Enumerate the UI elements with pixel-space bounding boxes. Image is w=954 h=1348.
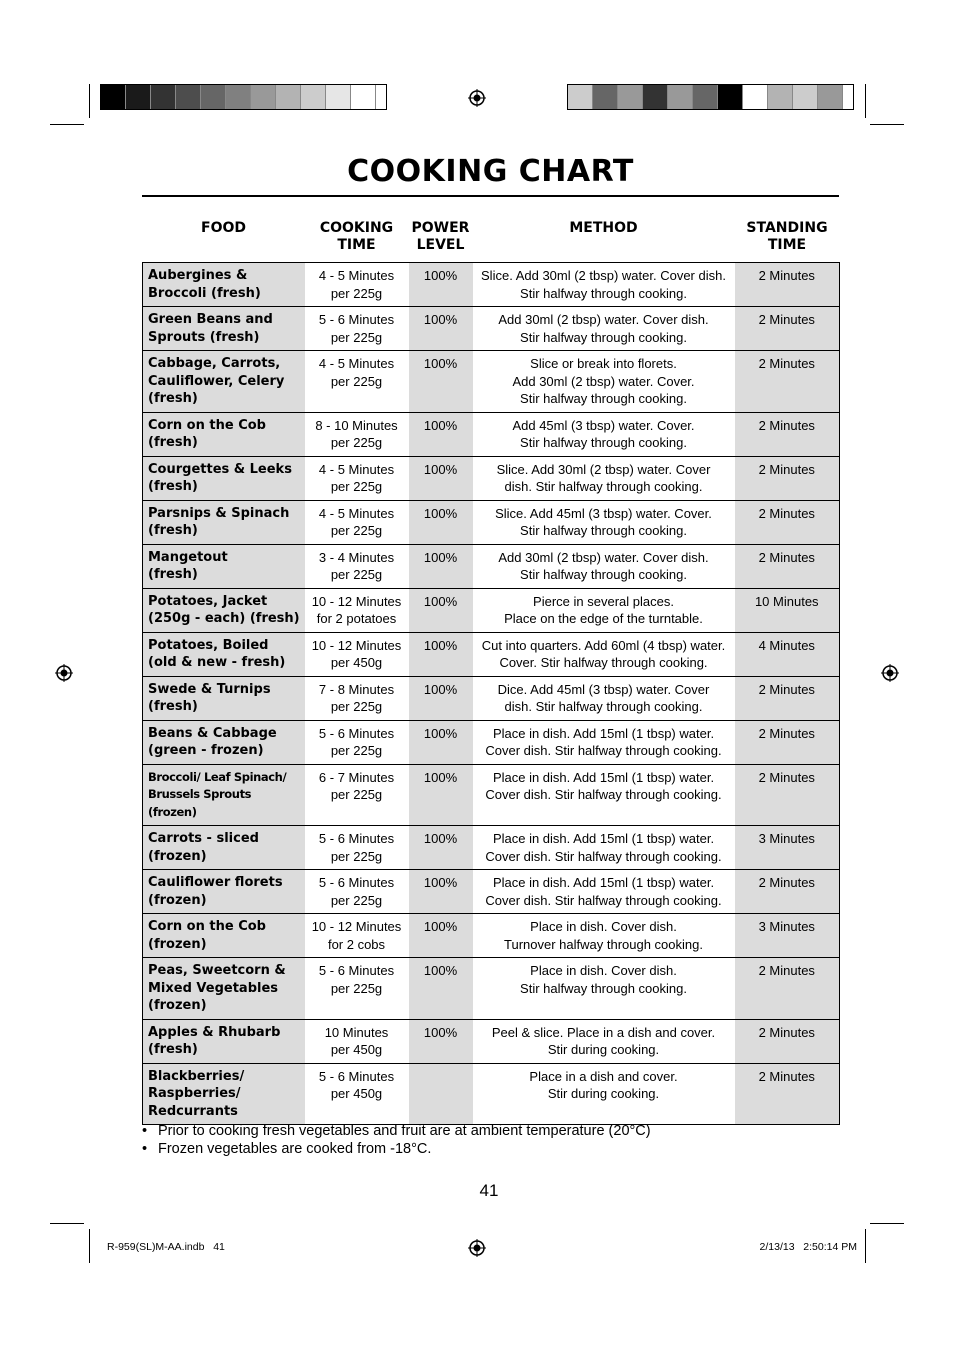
table-row [143,1063,840,1125]
cell-cooking-time: 10 Minutes per 450g [305,1019,409,1063]
cell-standing-time: 2 Minutes [735,544,840,588]
cell-power-level: 100% [409,544,473,588]
cell-power-level: 100% [409,958,473,1020]
cell-method: Add 30ml (2 tbsp) water. Cover dish. Stir halfway through cooking. [473,307,735,351]
note-item: • Prior to cooking fresh vegetables and fruit are at ambient temperature (20°C) [140,1122,651,1140]
color-swatch [301,85,326,109]
cell-food: Swede & Turnips (fresh) [143,676,305,720]
crop-mark [89,1229,90,1263]
header-power-level: POWER LEVEL [411,220,470,253]
cell-power-level: 100% [409,588,473,632]
table-row [143,1019,840,1063]
crop-mark [865,1229,866,1263]
cell-power-level: 100% [409,351,473,413]
cell-cooking-time: 4 - 5 Minutes per 225g [305,351,409,413]
cell-method: Peel & slice. Place in a dish and cover. Stir during cooking. [473,1019,735,1063]
cell-power-level: 100% [409,263,473,307]
cell-power-level: 100% [409,914,473,958]
cell-food: Apples & Rhubarb (fresh) [143,1019,305,1063]
cell-standing-time: 2 Minutes [735,1063,840,1125]
cell-standing-time: 2 Minutes [735,1019,840,1063]
cell-method: Add 30ml (2 tbsp) water. Cover dish. Stir halfway through cooking. [473,544,735,588]
header-method: METHOD [569,220,638,236]
header-cooking-time: COOKING TIME [319,220,394,253]
page-title: COOKING CHART [347,154,634,189]
cell-method: Place in dish. Cover dish. Turnover halfway through cooking. [473,914,735,958]
cell-cooking-time: 5 - 6 Minutes per 225g [305,307,409,351]
cell-food: Broccoli/ Leaf Spinach/ Brussels Sprouts (frozen) [143,764,305,826]
cell-power-level: 100% [409,632,473,676]
cell-method: Slice. Add 30ml (2 tbsp) water. Cover dish. Stir halfway through cooking. [473,456,735,500]
cell-food: Cabbage, Carrots, Cauliflower, Celery (fresh) [143,351,305,413]
cell-food: Potatoes, Boiled (old & new - fresh) [143,632,305,676]
cell-food: Peas, Sweetcorn & Mixed Vegetables (frozen) [143,958,305,1020]
color-swatch [251,85,276,109]
table-row [143,544,840,588]
cell-standing-time: 2 Minutes [735,870,840,914]
cell-standing-time: 3 Minutes [735,826,840,870]
page-number: 41 [479,1181,499,1200]
table-row [143,870,840,914]
cell-power-level: 100% [409,764,473,826]
color-swatch [568,85,593,109]
color-swatch [718,85,743,109]
table-row [143,307,840,351]
color-swatch [593,85,618,109]
table-row [143,764,840,826]
cell-food: Carrots - sliced (frozen) [143,826,305,870]
cell-food: Green Beans and Sprouts (fresh) [143,307,305,351]
cell-power-level: 100% [409,412,473,456]
table-row [143,632,840,676]
cell-power-level: 100% [409,676,473,720]
table-row [143,958,840,1020]
cell-power-level: 100% [409,870,473,914]
color-bar-left [100,84,387,110]
crop-mark [870,1223,904,1224]
color-swatch [151,85,176,109]
table-row [143,456,840,500]
cell-food: Beans & Cabbage (green - frozen) [143,720,305,764]
cell-method: Add 45ml (3 tbsp) water. Cover. Stir halfway through cooking. [473,412,735,456]
cell-food: Corn on the Cob (frozen) [143,914,305,958]
crop-mark [865,84,866,118]
table-row [143,676,840,720]
cell-food: Aubergines & Broccoli (fresh) [143,263,305,307]
table-row [143,351,840,413]
color-swatch [201,85,226,109]
color-swatch [176,85,201,109]
cell-method: Slice or break into florets. Add 30ml (2 tbsp) water. Cover. Stir halfway through cooking. [473,351,735,413]
cell-method: Slice. Add 45ml (3 tbsp) water. Cover. Stir halfway through cooking. [473,500,735,544]
cell-food: Cauliflower florets (frozen) [143,870,305,914]
color-swatch [793,85,818,109]
table-row [143,826,840,870]
cell-cooking-time: 10 - 12 Minutes per 450g [305,632,409,676]
cell-power-level: 100% [409,826,473,870]
crop-mark [870,124,904,125]
cell-standing-time: 2 Minutes [735,412,840,456]
cell-power-level: 100% [409,1019,473,1063]
registration-mark-icon [468,89,486,107]
cell-cooking-time: 10 - 12 Minutes for 2 cobs [305,914,409,958]
cell-cooking-time: 4 - 5 Minutes per 225g [305,456,409,500]
table-row [143,500,840,544]
color-swatch [618,85,643,109]
header-standing-time: STANDING TIME [746,220,828,253]
color-swatch [643,85,668,109]
cell-method: Slice. Add 30ml (2 tbsp) water. Cover dish. Stir halfway through cooking. [473,263,735,307]
cell-method: Place in a dish and cover. Stir during cooking. [473,1063,735,1125]
cell-food: Corn on the Cob (fresh) [143,412,305,456]
color-swatch [326,85,351,109]
cell-food: Parsnips & Spinach (fresh) [143,500,305,544]
cell-food: Potatoes, Jacket (250g - each) (fresh) [143,588,305,632]
crop-mark [50,124,84,125]
color-swatch [818,85,843,109]
cell-food: Blackberries/ Raspberries/ Redcurrants [143,1063,305,1125]
color-swatch [351,85,376,109]
table-row [143,263,840,307]
cell-standing-time: 2 Minutes [735,764,840,826]
cell-standing-time: 2 Minutes [735,263,840,307]
slug-timestamp: 2/13/13 2:50:14 PM [759,1241,857,1253]
color-bar-right [567,84,854,110]
cell-power-level: 100% [409,456,473,500]
cell-cooking-time: 4 - 5 Minutes per 225g [305,263,409,307]
cell-method: Place in dish. Add 15ml (1 tbsp) water. Cover dish. Stir halfway through cooking. [473,764,735,826]
crop-mark [89,84,90,118]
title-divider [142,195,839,197]
cell-cooking-time: 3 - 4 Minutes per 225g [305,544,409,588]
cell-food: Courgettes & Leeks (fresh) [143,456,305,500]
cell-standing-time: 2 Minutes [735,958,840,1020]
registration-mark-icon [881,664,899,682]
registration-mark-icon [468,1239,486,1257]
cell-power-level: 100% [409,307,473,351]
table-row [143,720,840,764]
cell-standing-time: 2 Minutes [735,500,840,544]
cell-standing-time: 2 Minutes [735,720,840,764]
cell-standing-time: 2 Minutes [735,307,840,351]
cell-standing-time: 4 Minutes [735,632,840,676]
cell-standing-time: 10 Minutes [735,588,840,632]
table-header-row [143,218,840,263]
color-swatch [668,85,693,109]
color-swatch [276,85,301,109]
cell-method: Pierce in several places. Place on the edge of the turntable. [473,588,735,632]
color-swatch [226,85,251,109]
cell-method: Place in dish. Add 15ml (1 tbsp) water. Cover dish. Stir halfway through cooking. [473,826,735,870]
cell-cooking-time: 8 - 10 Minutes per 225g [305,412,409,456]
table-row [143,914,840,958]
cell-cooking-time: 5 - 6 Minutes per 450g [305,1063,409,1125]
crop-mark [50,1223,84,1224]
color-swatch [126,85,151,109]
cell-cooking-time: 5 - 6 Minutes per 225g [305,870,409,914]
cooking-chart-table [142,218,839,1125]
table-row [143,412,840,456]
cell-method: Place in dish. Cover dish. Stir halfway through cooking. [473,958,735,1020]
cell-food: Mangetout (fresh) [143,544,305,588]
registration-mark-icon [55,664,73,682]
cell-cooking-time: 10 - 12 Minutes for 2 potatoes [305,588,409,632]
cell-standing-time: 2 Minutes [735,351,840,413]
cell-standing-time: 2 Minutes [735,676,840,720]
cell-power-level: 100% [409,500,473,544]
cell-method: Place in dish. Add 15ml (1 tbsp) water. Cover dish. Stir halfway through cooking. [473,870,735,914]
cell-power-level: 100% [409,720,473,764]
cell-method: Place in dish. Add 15ml (1 tbsp) water. Cover dish. Stir halfway through cooking. [473,720,735,764]
color-swatch [693,85,718,109]
notes-list [140,1122,651,1158]
cell-cooking-time: 7 - 8 Minutes per 225g [305,676,409,720]
header-food: FOOD [201,220,246,236]
color-swatch [768,85,793,109]
cell-cooking-time: 6 - 7 Minutes per 225g [305,764,409,826]
note-item: • Frozen vegetables are cooked from -18°C. [140,1140,651,1158]
cell-cooking-time: 4 - 5 Minutes per 225g [305,500,409,544]
color-swatch [101,85,126,109]
table-row [143,588,840,632]
cell-cooking-time: 5 - 6 Minutes per 225g [305,826,409,870]
color-swatch [743,85,768,109]
cell-method: Dice. Add 45ml (3 tbsp) water. Cover dish. Stir halfway through cooking. [473,676,735,720]
cell-standing-time: 2 Minutes [735,456,840,500]
cell-cooking-time: 5 - 6 Minutes per 225g [305,720,409,764]
cell-method: Cut into quarters. Add 60ml (4 tbsp) water. Cover. Stir halfway through cooking. [473,632,735,676]
cell-cooking-time: 5 - 6 Minutes per 225g [305,958,409,1020]
cell-standing-time: 3 Minutes [735,914,840,958]
slug-file-name: R-959(SL)M-AA.indb 41 [107,1241,225,1253]
cell-power-level [409,1063,473,1125]
